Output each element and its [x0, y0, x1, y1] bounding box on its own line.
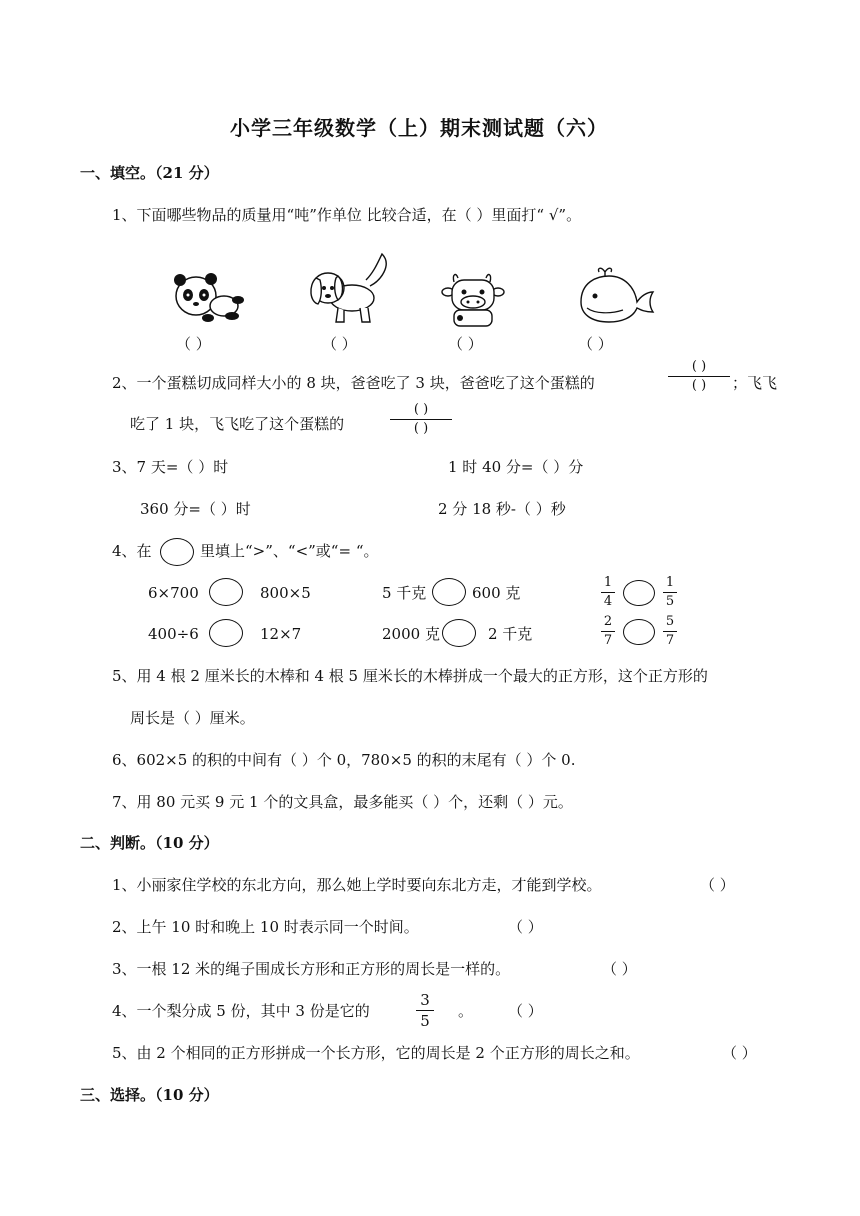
- animal-paren-3[interactable]: （ ）: [448, 335, 483, 353]
- fraction-blank-2[interactable]: [390, 402, 452, 437]
- fraction-2-7: 2 7: [601, 614, 615, 649]
- compare-a-left: 6×700: [148, 584, 199, 602]
- question-1-5-line1: 5、用 4 根 2 厘米长的木棒和 4 根 5 厘米长的木棒拼成一个最大的正方形，这个正方形的: [112, 667, 708, 685]
- judge-item-4-period: 。: [458, 1002, 474, 1020]
- panda-icon: [168, 268, 246, 328]
- fraction-1-4: 1 4: [601, 575, 615, 610]
- cow-icon: [440, 268, 508, 330]
- compare-d-right: 2 千克: [488, 625, 533, 643]
- fraction-blank-1[interactable]: [668, 359, 730, 394]
- question-1-1: 1、下面哪些物品的质量用“吨”作单位 比较合适，在（ ）里面打“ √”。: [112, 206, 582, 224]
- compare-circle-d[interactable]: [442, 619, 476, 647]
- fraction-denominator-blank: ( ): [691, 378, 707, 393]
- dog-icon: [302, 250, 392, 330]
- section-1-heading: 一、填空。（21 分）: [80, 164, 219, 182]
- compare-circle-b[interactable]: [432, 578, 466, 606]
- judge-paren-1[interactable]: （ ）: [700, 876, 735, 894]
- page-title: 小学三年级数学（上）期末测试题（六）: [230, 116, 608, 140]
- question-1-4-post: 里填上“>”、“<”或“= “。: [200, 542, 379, 560]
- compare-circle-frac-1[interactable]: [623, 580, 655, 606]
- compare-b-left: 5 千克: [382, 584, 427, 602]
- judge-paren-4[interactable]: （ ）: [508, 1002, 543, 1020]
- question-1-2-line1: 2、一个蛋糕切成同样大小的 8 块，爸爸吃了 3 块，爸爸吃了这个蛋糕的: [112, 374, 595, 392]
- animal-paren-1[interactable]: （ ）: [176, 335, 211, 353]
- question-1-3d: 2 分 18 秒-（ ）秒: [438, 500, 566, 518]
- question-1-2-line1-end: ；飞飞: [732, 374, 778, 392]
- judge-paren-2[interactable]: （ ）: [508, 918, 543, 936]
- compare-c-right: 12×7: [260, 625, 302, 643]
- fraction-5-7: 5 7: [663, 614, 677, 649]
- fraction-numerator-blank: ( ): [691, 359, 707, 374]
- animal-paren-2[interactable]: （ ）: [322, 335, 357, 353]
- judge-paren-5[interactable]: （ ）: [722, 1044, 757, 1062]
- question-1-3c: 360 分=（ ）时: [140, 500, 251, 518]
- judge-item-5: 5、由 2 个相同的正方形拼成一个长方形，它的周长是 2 个正方形的周长之和。: [112, 1044, 640, 1062]
- compare-c-left: 400÷6: [148, 625, 199, 643]
- fraction-1-5: 1 5: [663, 575, 677, 610]
- judge-item-2: 2、上午 10 时和晚上 10 时表示同一个时间。: [112, 918, 419, 936]
- question-1-7: 7、用 80 元买 9 元 1 个的文具盒，最多能买（ ）个，还剩（ ）元。: [112, 793, 573, 811]
- whale-icon: [575, 262, 657, 328]
- compare-circle-a[interactable]: [209, 578, 243, 606]
- animal-paren-4[interactable]: （ ）: [578, 335, 613, 353]
- compare-circle-c[interactable]: [209, 619, 243, 647]
- question-1-4-pre: 4、在: [112, 542, 152, 560]
- compare-a-right: 800×5: [260, 584, 311, 602]
- compare-circle-frac-2[interactable]: [623, 619, 655, 645]
- question-1-2-line2: 吃了 1 块，飞飞吃了这个蛋糕的: [130, 415, 345, 433]
- question-1-6: 6、602×5 的积的中间有（ ）个 0，780×5 的积的末尾有（ ）个 0.: [112, 751, 576, 769]
- judge-paren-3[interactable]: （ ）: [602, 960, 637, 978]
- section-2-heading: 二、判断。（10 分）: [80, 834, 219, 852]
- fraction-3-5: 3 5: [416, 991, 434, 1030]
- judge-item-3: 3、一根 12 米的绳子围成长方形和正方形的周长是一样的。: [112, 960, 511, 978]
- judge-item-1: 1、小丽家住学校的东北方向，那么她上学时要向东北方走，才能到学校。: [112, 876, 602, 894]
- section-3-heading: 三、选择。（10 分）: [80, 1086, 219, 1104]
- fraction-denominator-blank: ( ): [413, 421, 429, 436]
- question-1-3b: 1 时 40 分=（ ）分: [448, 458, 584, 476]
- judge-item-4: 4、一个梨分成 5 份，其中 3 份是它的: [112, 1002, 370, 1020]
- compare-circle-example: [160, 538, 194, 566]
- question-1-5-line2: 周长是（ ）厘米。: [130, 709, 255, 727]
- question-1-3a: 3、7 天=（ ）时: [112, 458, 229, 476]
- fraction-numerator-blank: ( ): [413, 402, 429, 417]
- compare-b-right: 600 克: [472, 584, 521, 602]
- compare-d-left: 2000 克: [382, 625, 440, 643]
